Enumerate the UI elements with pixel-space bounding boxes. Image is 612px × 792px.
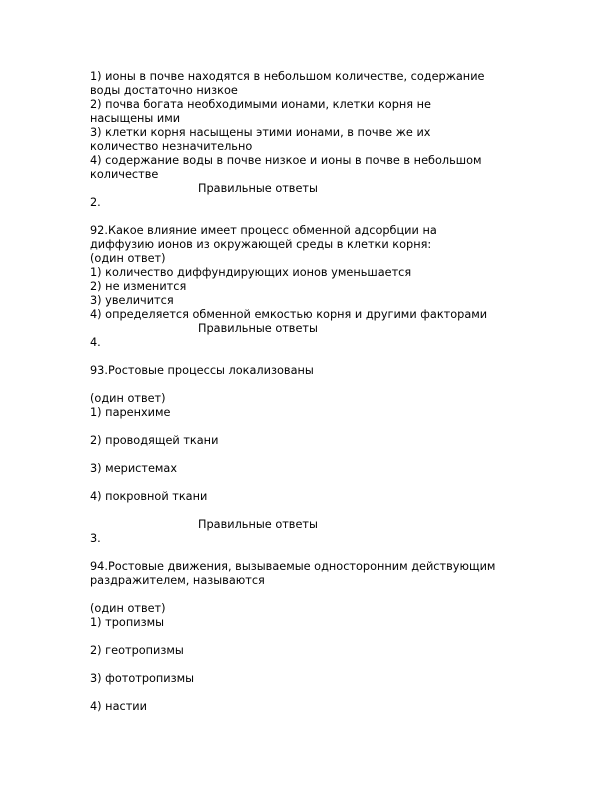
answer-value: 3. — [90, 532, 101, 545]
question-93-text: 93.Ростовые процессы локализованы — [90, 364, 314, 377]
answer-value: 2. — [90, 196, 101, 209]
spacer — [90, 546, 550, 560]
question-94-type: (один ответ) — [90, 602, 166, 615]
option-2-line-2: насыщены ими — [90, 112, 181, 125]
spacer — [90, 504, 550, 518]
question-92-option-2: 2) не изменится — [90, 280, 187, 293]
question-94-line-1: 94.Ростовые движения, вызываемые односторонним действующим — [90, 560, 496, 573]
spacer — [90, 476, 550, 490]
question-94-line-2: раздражителем, называются — [90, 574, 265, 587]
spacer — [90, 630, 550, 644]
question-91-options — [90, 70, 550, 182]
spacer — [90, 420, 550, 434]
option-4-line-1: 4) содержание воды в почве низкое и ионы в почве в небольшом — [90, 154, 482, 167]
option-2-line-1: 2) почва богата необходимыми ионами, клетки корня не — [90, 98, 431, 111]
spacer — [90, 588, 550, 602]
answer-label: Правильные ответы — [198, 182, 318, 195]
spacer — [90, 210, 550, 224]
question-92-type: (один ответ) — [90, 252, 166, 265]
question-94-option-2: 2) геотропизмы — [90, 644, 184, 657]
question-92-line-1: 92.Какое влияние имеет процесс обменной адсорбции на — [90, 224, 437, 237]
document-page — [90, 70, 550, 714]
question-92-option-3: 3) увеличится — [90, 294, 174, 307]
spacer — [90, 378, 550, 392]
question-92-option-4: 4) определяется обменной емкостью корня и другими факторами — [90, 308, 488, 321]
question-93-option-1: 1) паренхиме — [90, 406, 171, 419]
spacer — [90, 350, 550, 364]
option-1-line-1: 1) ионы в почве находятся в небольшом количестве, содержание — [90, 70, 485, 83]
question-93-type: (один ответ) — [90, 392, 166, 405]
question-92-option-1: 1) количество диффундирующих ионов уменьшается — [90, 266, 412, 279]
question-93-option-2: 2) проводящей ткани — [90, 434, 219, 447]
question-92-line-2: диффузию ионов из окружающей среды в клетки корня: — [90, 238, 432, 251]
question-94-option-4: 4) настии — [90, 700, 147, 713]
question-93-option-3: 3) меристемах — [90, 462, 178, 475]
question-93-option-4: 4) покровной ткани — [90, 490, 208, 503]
answer-label: Правильные ответы — [198, 322, 318, 335]
answer-label: Правильные ответы — [198, 518, 318, 531]
spacer — [90, 448, 550, 462]
spacer — [90, 686, 550, 700]
option-1-line-2: воды достаточно низкое — [90, 84, 238, 97]
answer-value: 4. — [90, 336, 101, 349]
question-94-option-3: 3) фототропизмы — [90, 672, 195, 685]
option-3-line-2: количество незначительно — [90, 140, 253, 153]
spacer — [90, 658, 550, 672]
question-94-option-1: 1) тропизмы — [90, 616, 165, 629]
option-3-line-1: 3) клетки корня насыщены этими ионами, в почве же их — [90, 126, 431, 139]
option-4-line-2: количестве — [90, 168, 159, 181]
